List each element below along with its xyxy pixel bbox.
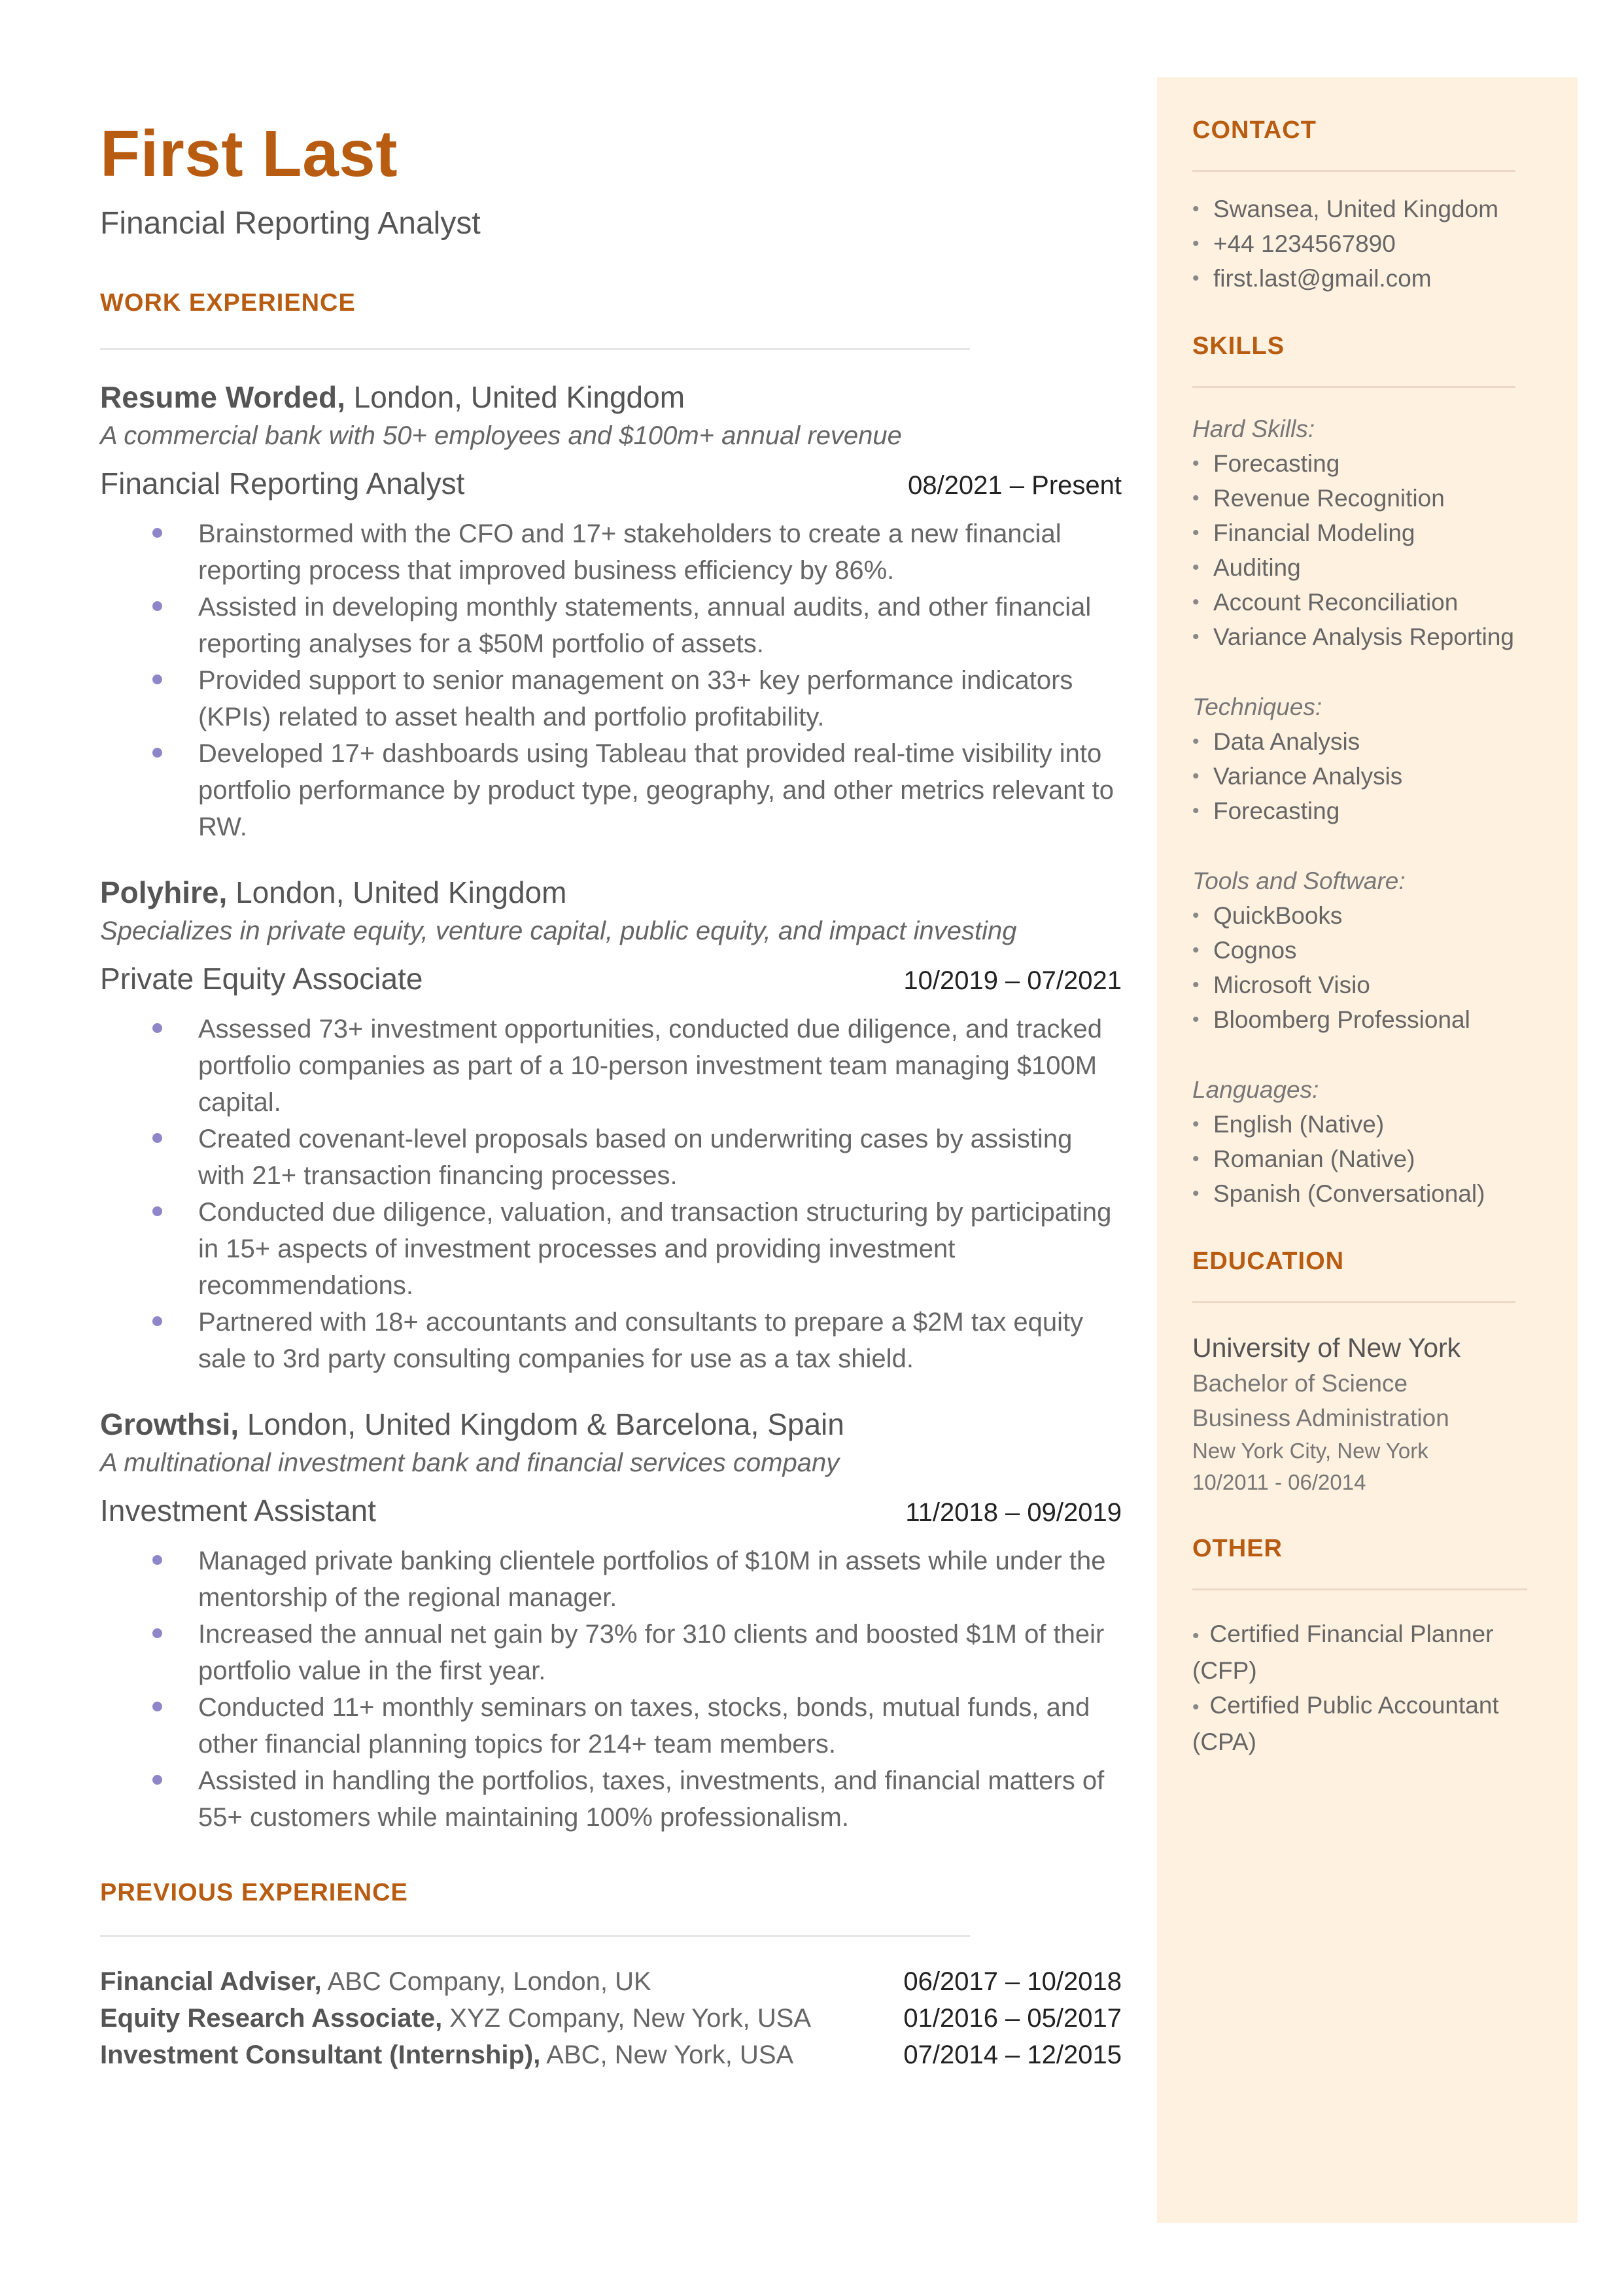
job-entry [100, 1405, 1120, 1836]
main-column [100, 111, 1120, 2073]
job-dates: 08/2021 – Present [908, 471, 1122, 500]
company-name: Polyhire, [100, 875, 228, 909]
company-description: A multinational investment bank and financial services company [100, 1448, 840, 1477]
previous-experience-item [100, 1963, 1122, 2000]
job-bullets [100, 516, 1120, 845]
company-name: Growthsi, [100, 1407, 239, 1441]
education-school: University of New York [1192, 1333, 1461, 1363]
job-entry [100, 873, 1120, 1377]
skill-item: • Forecasting [1192, 446, 1519, 481]
other-item: • Certified Financial Planner (CFP) [1192, 1621, 1494, 1684]
job-bullet: Increased the annual net gain by 73% for 310 clients and boosted $1M of their portfolio value in the first year. [100, 1616, 1120, 1689]
role-row [100, 1491, 1122, 1532]
bullet-icon: • [1192, 1696, 1200, 1718]
job-bullet: Conducted due diligence, valuation, and transaction structuring by participating in 15+ aspects of investment processes and providing investment recommendations. [100, 1194, 1120, 1304]
company-line [100, 1405, 1120, 1444]
company-location: London, United Kingdom [345, 380, 685, 414]
company-location: London, United Kingdom [227, 875, 567, 909]
role-row [100, 464, 1122, 505]
bullet-dot-icon [152, 601, 162, 611]
candidate-name: First Last [100, 117, 398, 190]
candidate-title: Financial Reporting Analyst [100, 206, 481, 241]
job-role: Private Equity Associate [100, 962, 423, 996]
skill-item: • Microsoft Visio [1192, 968, 1519, 1002]
job-dates: 11/2018 – 09/2019 [905, 1498, 1122, 1527]
contact-list [1192, 192, 1519, 296]
section-divider [100, 1935, 970, 1937]
contact-phone: • +44 1234567890 [1192, 226, 1519, 261]
skill-item: • Account Reconciliation [1192, 585, 1519, 620]
other-item: • Certified Public Accountant (CPA) [1192, 1692, 1499, 1755]
education-heading: EDUCATION [1192, 1248, 1345, 1275]
section-divider [1192, 386, 1515, 388]
company-line [100, 377, 1120, 417]
skill-item: • Financial Modeling [1192, 516, 1519, 550]
previous-experience-list [100, 1963, 1120, 2073]
other-section [1192, 1532, 1519, 1759]
work-experience-heading: WORK EXPERIENCE [100, 289, 356, 317]
skills-heading: SKILLS [1192, 332, 1285, 360]
skill-list [1192, 898, 1519, 1037]
skill-item: • Variance Analysis Reporting [1192, 620, 1519, 654]
section-divider [1192, 170, 1515, 172]
skill-group-label: Languages: [1192, 1076, 1319, 1103]
job-bullet: Managed private banking clientele portfolios of $10M in assets while under the mentorship of the regional manager. [100, 1543, 1120, 1616]
section-divider [1192, 1588, 1527, 1590]
skill-item: • Data Analysis [1192, 724, 1519, 759]
sidebar [1157, 77, 1578, 2223]
job-bullet: Created covenant-level proposals based on underwriting cases by assisting with 21+ transaction financing processes. [100, 1121, 1120, 1194]
bullet-dot-icon [152, 1775, 162, 1785]
previous-org: ABC Company, London, UK [321, 1967, 651, 1996]
skill-item: • Romanian (Native) [1192, 1142, 1519, 1176]
job-bullet: Partnered with 18+ accountants and consultants to prepare a $2M tax equity sale to 3rd party consulting companies for use as a tax shield. [100, 1304, 1120, 1377]
company-description: Specializes in private equity, venture capital, public equity, and impact investing [100, 917, 1017, 945]
other-heading: OTHER [1192, 1535, 1283, 1562]
skill-item: • Revenue Recognition [1192, 481, 1519, 516]
contact-location: • Swansea, United Kingdom [1192, 192, 1519, 226]
education-degree: Bachelor of Science [1192, 1370, 1408, 1397]
skill-item: • Cognos [1192, 933, 1519, 968]
skill-group-label: Tools and Software: [1192, 867, 1406, 894]
previous-org: ABC, New York, USA [540, 2041, 794, 2069]
bullet-dot-icon [152, 674, 162, 684]
skill-list [1192, 446, 1519, 654]
previous-role: Equity Research Associate, [100, 2004, 443, 2033]
skill-item: • Forecasting [1192, 794, 1519, 828]
job-dates: 10/2019 – 07/2021 [903, 966, 1122, 995]
previous-dates: 01/2016 – 05/2017 [903, 2004, 1122, 2033]
bullet-dot-icon [152, 1702, 162, 1711]
company-line [100, 873, 1120, 912]
previous-dates: 07/2014 – 12/2015 [903, 2041, 1122, 2069]
company-description: A commercial bank with 50+ employees and $100m+ annual revenue [100, 421, 902, 450]
previous-experience-item [100, 2000, 1122, 2037]
skills-section [1192, 330, 1519, 1211]
company-location: London, United Kingdom & Barcelona, Spain [239, 1407, 844, 1441]
job-entry [100, 377, 1120, 845]
education-entry [1192, 1329, 1519, 1498]
sidebar-content [1192, 114, 1519, 1759]
section-divider [1192, 1301, 1515, 1303]
bullet-icon: • [1192, 1625, 1200, 1647]
job-bullet: Provided support to senior management on 33+ key performance indicators (KPIs) related to asset health and portfolio profitability. [100, 662, 1120, 735]
job-bullet: Assisted in handling the portfolios, taxes, investments, and financial matters of 55+ customers while maintaining 100% professionalism. [100, 1762, 1120, 1836]
bullet-dot-icon [152, 528, 162, 538]
contact-section [1192, 114, 1519, 296]
bullet-dot-icon [152, 1316, 162, 1326]
previous-role: Financial Adviser, [100, 1967, 322, 1996]
education-dates: 10/2011 - 06/2014 [1192, 1470, 1366, 1494]
role-row [100, 959, 1122, 1000]
bullet-dot-icon [152, 748, 162, 758]
previous-experience-heading: PREVIOUS EXPERIENCE [100, 1879, 408, 1906]
job-bullet: Assessed 73+ investment opportunities, conducted due diligence, and tracked portfolio companies as part of a 10-person investment team managing $100M capital. [100, 1011, 1120, 1121]
skill-item: • Auditing [1192, 550, 1519, 585]
company-name: Resume Worded, [100, 380, 345, 414]
bullet-dot-icon [152, 1628, 162, 1638]
job-role: Investment Assistant [100, 1494, 376, 1528]
skill-list [1192, 1107, 1519, 1211]
skill-group-label: Techniques: [1192, 693, 1322, 720]
education-section [1192, 1245, 1519, 1498]
other-list [1192, 1617, 1519, 1759]
skill-list [1192, 724, 1519, 828]
skill-item: • Variance Analysis [1192, 759, 1519, 794]
bullet-dot-icon [152, 1555, 162, 1565]
section-divider [100, 348, 970, 350]
education-field: Business Administration [1192, 1405, 1449, 1431]
contact-email[interactable]: • first.last@gmail.com [1192, 261, 1519, 296]
previous-role: Investment Consultant (Internship), [100, 2041, 541, 2069]
bullet-dot-icon [152, 1206, 162, 1216]
job-bullets [100, 1011, 1120, 1377]
previous-experience-section [100, 1876, 1120, 2073]
previous-dates: 06/2017 – 10/2018 [903, 1967, 1122, 1996]
contact-heading: CONTACT [1192, 116, 1317, 144]
bullet-dot-icon [152, 1133, 162, 1143]
job-bullet: Developed 17+ dashboards using Tableau that provided real-time visibility into portfolio performance by product type, geography, and other metrics relevant to RW. [100, 735, 1120, 845]
previous-org: XYZ Company, New York, USA [442, 2004, 812, 2033]
skill-item: • English (Native) [1192, 1107, 1519, 1142]
work-experience-section [100, 287, 1120, 1836]
job-bullets [100, 1543, 1120, 1836]
job-bullet: Assisted in developing monthly statements, annual audits, and other financial reporting analyses for a $50M portfolio of assets. [100, 589, 1120, 662]
skill-item: • Bloomberg Professional [1192, 1002, 1519, 1037]
skill-item: • Spanish (Conversational) [1192, 1176, 1519, 1211]
skill-item: • QuickBooks [1192, 898, 1519, 933]
job-role: Financial Reporting Analyst [100, 466, 465, 500]
skill-group-label: Hard Skills: [1192, 415, 1315, 442]
job-bullet: Brainstormed with the CFO and 17+ stakeholders to create a new financial reporting process that improved business efficiency by 86%. [100, 516, 1120, 589]
education-location: New York City, New York [1192, 1439, 1428, 1463]
bullet-dot-icon [152, 1023, 162, 1033]
job-bullet: Conducted 11+ monthly seminars on taxes, stocks, bonds, mutual funds, and other financial planning topics for 214+ team members. [100, 1689, 1120, 1762]
previous-experience-item [100, 2037, 1122, 2073]
